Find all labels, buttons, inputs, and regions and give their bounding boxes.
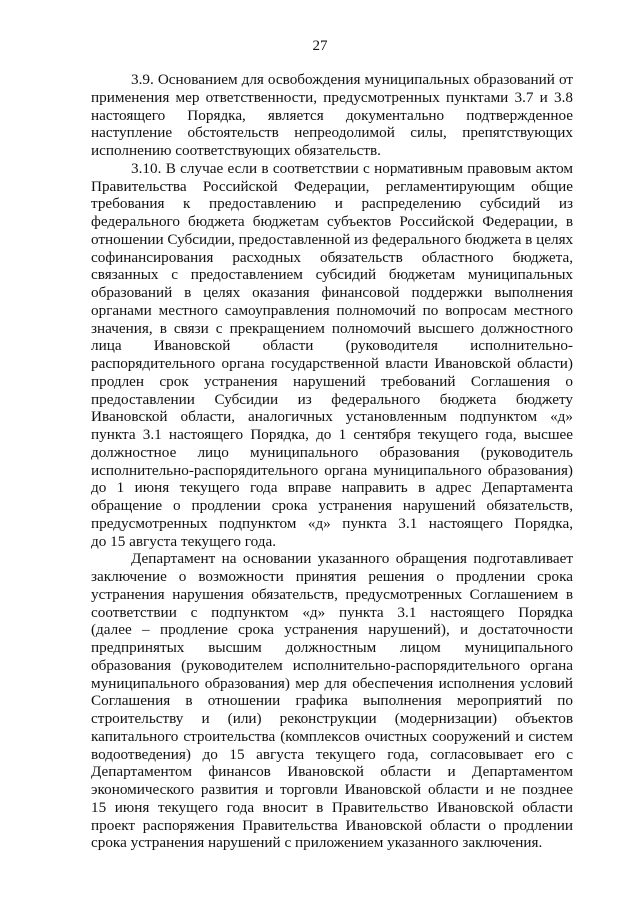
- text-line: 15 июня текущего года вносит в Правительство Ивановской области: [91, 798, 573, 816]
- text-line: значения, в связи с прекращением полномочий высшего должностного: [91, 319, 573, 337]
- text-line: (далее – продление срока устранения нарушений), и достаточности: [91, 621, 573, 639]
- text-line: наступление обстоятельств непреодолимой силы, препятствующих: [91, 124, 573, 142]
- text-line: экономического развития и торговли Ивановской области и не позднее: [91, 781, 573, 798]
- text-line: 3.10. В случае если в соответствии с нормативным правовым актом: [131, 159, 573, 177]
- text-line: водоотведения) до 15 августа текущего года, согласовывает его с: [91, 745, 573, 763]
- paragraph: [91, 160, 573, 551]
- text-line: пункта 3.1 настоящего Порядка, до 1 сентября текущего года, высшее: [91, 426, 573, 443]
- text-line: Правительства Российской Федерации, регламентирующим общие: [91, 177, 573, 195]
- text-line: 3.9. Основанием для освобождения муниципальных образований от: [131, 71, 573, 88]
- text-line: Департамент на основании указанного обращения подготавливает: [131, 550, 573, 568]
- text-line: образований в целях оказания финансовой поддержки выполнения: [91, 284, 573, 301]
- text-line: федерального бюджета бюджетам субъектов Российской Федерации, в: [91, 213, 573, 230]
- text-line: Ивановской области, аналогичных установленным подпунктом «д»: [91, 408, 573, 426]
- text-line: предусмотренных подпунктом «д» пункта 3.1 настоящего Порядка,: [91, 514, 573, 532]
- text-line: образования (руководителем исполнительно-распорядительного органа: [91, 656, 573, 674]
- text-line: применения мер ответственности, предусмотренных пунктами 3.7 и 3.8: [91, 88, 573, 106]
- text-line: заключение о возможности принятия решения о продлении срока: [91, 568, 573, 585]
- text-line: требования к предоставлению и распределению субсидий из: [91, 195, 573, 213]
- text-line: устранения нарушения обязательств, предусмотренных Соглашением в: [91, 585, 573, 603]
- text-line: соответствии с подпунктом «д» пункта 3.1 настоящего Порядка: [91, 603, 573, 621]
- text-line: проект распоряжения Правительства Ивановской области о продлении: [91, 816, 573, 834]
- text-line: должностное лицо муниципального образования (руководитель: [91, 443, 573, 461]
- text-line: настоящего Порядка, является документально подтвержденное: [91, 106, 573, 124]
- text-line: распорядительного органа государственной власти Ивановской области): [91, 355, 573, 372]
- page-number: 27: [312, 38, 328, 54]
- text-line: срока устранения нарушений с приложением указанного заключения.: [91, 834, 543, 852]
- text-line: муниципального образования) мер для обеспечения исполнения условий: [91, 674, 573, 692]
- text-line: до 15 августа текущего года.: [91, 532, 277, 550]
- paragraph: [91, 550, 573, 852]
- text-line: Департаментом финансов Ивановской области и Департаментом: [91, 763, 573, 781]
- text-line: до 1 июня текущего года вправе направить в адрес Департамента: [91, 479, 573, 497]
- text-line: предоставлении Субсидии из федерального бюджета бюджету: [91, 390, 573, 408]
- text-line: исполнительно-распорядительного органа муниципального образования): [91, 461, 573, 479]
- text-line: капитального строительства (комплексов очистных сооружений и систем: [91, 727, 573, 745]
- paragraph: [91, 71, 573, 160]
- text-line: продлен срок устранения нарушений требований Соглашения о: [91, 372, 573, 390]
- text-line: исполнению соответствующих обязательств.: [91, 142, 381, 159]
- text-line: обращение о продлении срока устранения нарушений обязательств,: [91, 497, 573, 514]
- text-line: предпринятых высшим должностным лицом муниципального: [91, 639, 573, 656]
- document-body: [91, 71, 573, 852]
- text-line: софинансирования расходных обязательств областного бюджета,: [91, 248, 573, 266]
- text-line: Соглашения в отношении графика выполнения мероприятий по: [91, 692, 573, 710]
- text-line: связанных с предоставлением субсидий бюджетам муниципальных: [91, 266, 573, 284]
- text-line: органами местного самоуправления полномочий по вопросам местного: [91, 301, 573, 319]
- text-line: строительству и (или) реконструкции (модернизации) объектов: [91, 710, 573, 727]
- text-line: отношении Субсидии, предоставленной из федерального бюджета в целях: [91, 230, 574, 248]
- text-line: лица Ивановской области (руководителя исполнительно-: [91, 337, 573, 355]
